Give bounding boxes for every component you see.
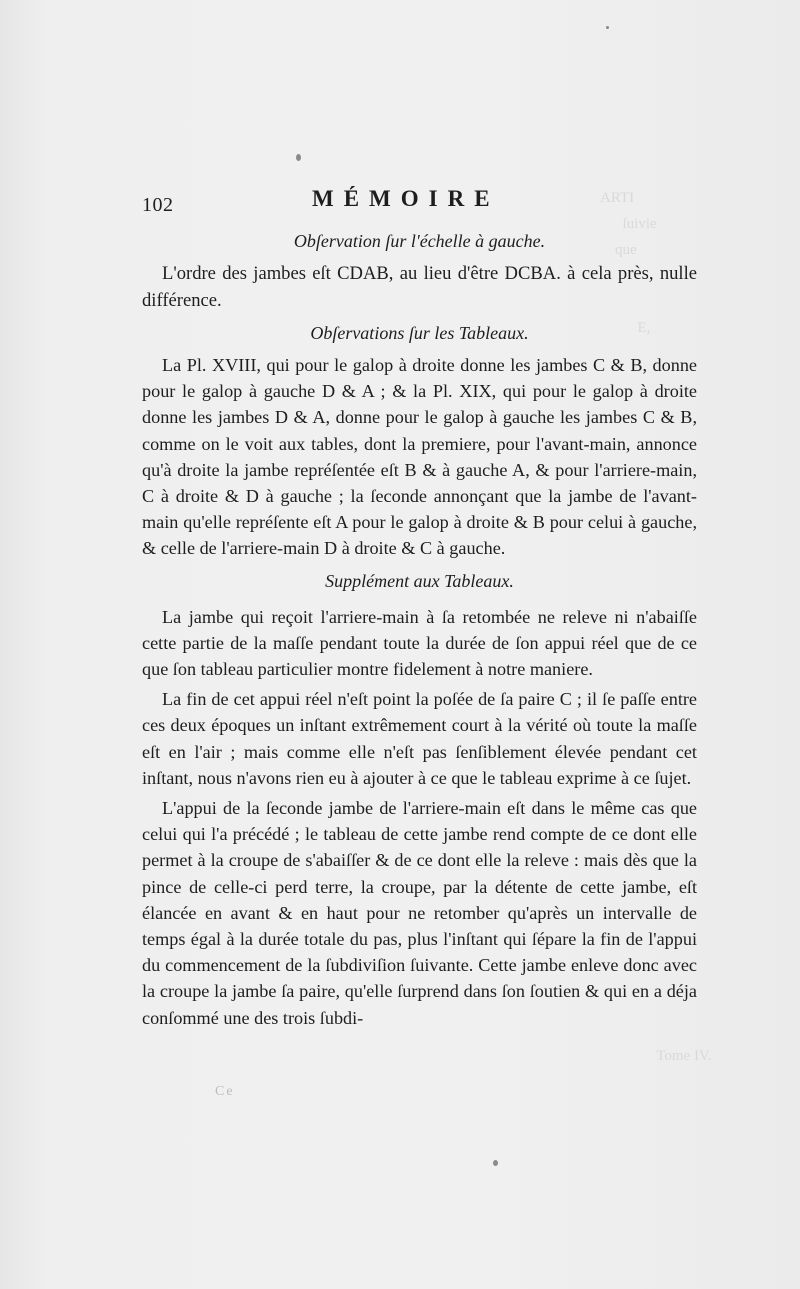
page-header: [142, 186, 697, 222]
section-heading: Supplément aux Tableaux.: [325, 570, 514, 591]
section-heading: Obſervations ſur les Tableaux.: [310, 323, 529, 343]
paragraph: La Pl. XVIII, qui pour le galop à droite donne les jambes C & B, donne pour le galop à gauche D & A ; & la Pl. XIX, qui pour le galop à droite donne les jambes D & A, donne pour le galop à gauche les jambes C & B, comme on le voit aux tables, dont la premiere, pour l'avant-main, annonce qu'à droite la jambe repréſentée eſt B & à gauche A, & pour l'arriere-main, C à droite & D à gauche ; la ſeconde annonçant que la jambe de l'avant-main qu'elle repréſente eſt A pour le galop à droite & B pour celui à gauche, & celle de l'arriere-main D à droite & C à gauche.: [142, 355, 697, 559]
section-heading: Obſervation ſur l'échelle à gauche.: [293, 231, 546, 251]
running-title: MÉMOIRE: [312, 186, 500, 211]
paragraph: L'ordre des jambes eſt CDAB, au lieu d'être DCBA. à cela près, nulle différence.: [142, 263, 697, 311]
ink-spot: [493, 1160, 498, 1166]
page-number: 102: [142, 194, 174, 216]
ink-spot: [606, 26, 609, 29]
paragraph: La fin de cet appui réel n'eſt point la poſée de ſa paire C ; il ſe paſſe entre ces deux époques un inſtant extrêmement court à la vérité où toute la maſſe eſt en l'air ; mais comme elle n'eſt pas ſenſiblement élevée pendant cet inſtant, nous n'avons rien eu à ajouter à ce que le tableau exprime à ce ſujet.: [142, 689, 697, 788]
faint-bleed-catchword: Ce: [215, 1084, 235, 1099]
paragraph: La jambe qui reçoit l'arriere-main à ſa retombée ne releve ni n'abaiſſe cette partie de la maſſe pendant toute la durée de ſon appui réel que de ce que ſon tableau particulier montre fidelement à notre maniere.: [142, 606, 697, 680]
show-through-text: ARTI ſuivie que E, Tome IV.: [600, 190, 712, 1064]
paragraph: L'appui de la ſeconde jambe de l'arriere-main eſt dans le même cas que celui qui l'a précédé ; le tableau de cette jambe rend compte de ce dont elle permet à la croupe de s'abaiſſer & de ce dont elle la releve : mais dès que la pince de celle-ci perd terre, la croupe, par la détente de cette jambe, eſt élancée en avant & en haut pour ne retomber qu'après un intervalle de temps égal à la durée totale du pas, plus l'inſtant qui ſépare la fin de l'appui du commencement de la ſubdiviſion ſuivante. Cette jambe enleve donc avec la croupe la jambe ſa paire, qu'elle ſurprend dans ſon ſoutien & qui en a déja conſommé une des trois ſubdi-: [142, 798, 697, 1028]
ink-spot: [296, 154, 301, 161]
body-text: [142, 228, 697, 1035]
